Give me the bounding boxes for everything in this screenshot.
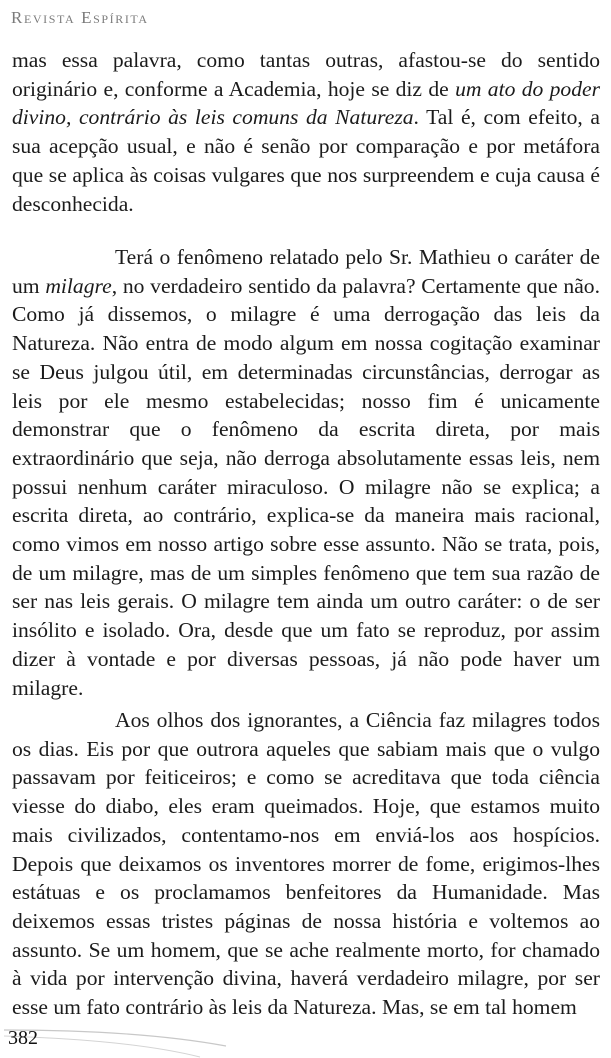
paragraph-1-italic: um ato do poder divino, contrário às leis comuns da Natureza [12,76,600,130]
paragraph-2-text-b: , no verdadeiro sentido da palavra? Certamente que não. Como já dissemos, o milagre é uma derrogação das leis da Natureza. Não entra de modo algum em nossa cogitação examinar se Deus julgou útil, em determinadas circunstâncias, derrogar as leis por ele mesmo estabelecidas; nosso fim é unicamente demonstrar que o fenômeno da escrita direta, por mais extraordinário que seja, não derroga absolutamente essas leis, nem possui nenhum caráter miraculoso. O milagre não se explica; a escrita direta, ao contrário, explica-se da maneira mais racional, como vimos em nosso artigo sobre esse assunto. Não se trata, pois, de um milagre, mas de um simples fenômeno que tem sua razão de ser nas leis gerais. O milagre tem ainda um outro caráter: o de ser insólito e isolado. Ora, desde que um fato se reproduz, por assim dizer à vontade e por diversas pessoas, já não pode haver um milagre. [12,273,600,700]
page-number: 382 [8,1027,38,1049]
paragraph-2-text-a: Terá o fenômeno relatado pelo Sr. Mathieu o caráter de um [12,245,600,298]
running-header: Revista Espírita [11,8,149,27]
paragraph-1-text-b: . Tal é, com efeito, a sua acepção usual, e não é senão por comparação e por metáfora que se aplica às coisas vulgares que nos surpreendem e cuja causa é desconhecida. [12,105,600,216]
paragraph-1-text-a: mas essa palavra, como tantas outras, afastou-se do sentido originário e, conforme a Academia, hoje se diz de [12,48,600,101]
paragraph-2 [12,243,600,702]
paragraph-1 [12,46,600,218]
paragraph-2-italic: milagre [45,273,112,298]
paragraph-3: Aos olhos dos ignorantes, a Ciência faz milagres todos os dias. Eis por que outrora aqueles que sabiam mais que o vulgo passavam por feiticeiros; e como se acreditava que toda ciência viesse do diabo, eles eram queimados. Hoje, que estamos muito mais civilizados, contentamo-nos em enviá-los aos hospícios. Depois que deixamos os inventores morrer de fome, erigimos-lhes estátuas e os proclamamos benfeitores da Humanidade. Mas deixemos essas tristes páginas de nossa história e voltemos ao assunto. Se um homem, que se ache realmente morto, for chamado à vida por intervenção divina, haverá verdadeiro milagre, por ser esse um fato contrário às leis da Natureza. Mas, se em tal homem [12,708,600,1020]
